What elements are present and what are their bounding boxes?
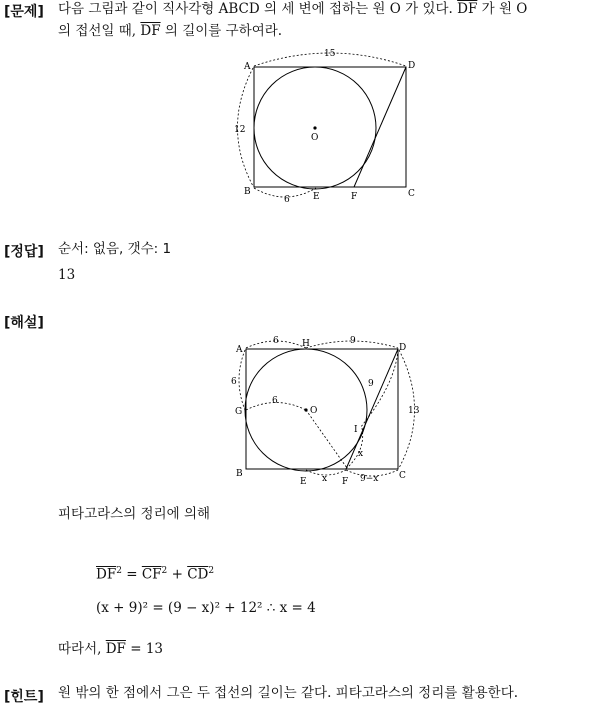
label-c: C [408,189,415,199]
label2-o: O [310,406,318,416]
segment-df: $\overline{DF}$ [457,1,478,17]
num-9-x: 9−x [360,474,379,484]
label2-e: E [300,477,307,487]
conclusion: 따라서, $\overline{DF} = 13$ [58,641,163,657]
rectangle-abcd-2 [246,349,398,469]
aux-of [306,410,347,468]
num-6-left: 6 [231,377,237,387]
num-6-mid: 6 [272,396,278,406]
label2-h: H [302,339,310,349]
label2-g: G [235,407,243,417]
tangent-df-2 [346,349,398,469]
hint-text: 원 밖의 한 점에서 그은 두 접선의 길이는 같다. 피타고라스의 정리를 활용한다. [58,685,519,701]
label-a: A [244,62,251,72]
figure-2 [226,330,426,488]
label-e: E [313,192,320,202]
label-d: D [408,61,416,71]
equation-1: $\overline{DF}^2 = \overline{CF}^2 + \overline{CD}^2$ [96,566,215,583]
dim-ag [239,350,245,410]
label2-a: A [236,345,243,355]
label2-i: I [354,425,358,435]
rectangle-abcd [254,67,406,187]
problem-line-2: 의 접선일 때, $\overline{DF}$ 의 길이를 구하여라. [58,23,283,39]
label-b: B [244,187,251,197]
num-x-if: x [358,449,364,459]
num-9-right: 9 [368,379,374,389]
label-o: O [311,133,319,143]
dim-6: 6 [284,195,290,205]
dim-15: 15 [324,49,336,59]
tangent-df [354,67,406,187]
label2-b: B [236,469,243,479]
num-x-ef: x [322,474,328,484]
dim-12: 12 [234,125,246,135]
num-13: 13 [408,406,420,416]
equation-2: (x + 9)² = (9 − x)² + 12² ∴ x = 4 [96,600,316,616]
label2-f: F [342,477,349,487]
problem-line-1: 다음 그림과 같이 직사각형 ABCD 의 세 변에 접하는 원 O 가 있다. $\overline{DF}$ 가 원 O [58,1,528,17]
hint-tag: [힌트] [4,689,44,705]
explanation-text: 피타고라스의 정리에 의해 [58,506,211,522]
label2-d: D [399,343,407,353]
answer-value: 13 [58,267,76,283]
answer-tag: [정답] [4,244,44,260]
problem-tag: [문제] [4,4,44,20]
num-6-top: 6 [273,336,279,346]
answer-meta: 순서: 없음, 갯수: 1 [58,241,172,257]
figure-1 [228,46,428,206]
label-f: F [351,192,358,202]
label2-c: C [399,471,406,481]
num-9-top: 9 [350,336,356,346]
explanation-tag: [해설] [4,315,44,331]
